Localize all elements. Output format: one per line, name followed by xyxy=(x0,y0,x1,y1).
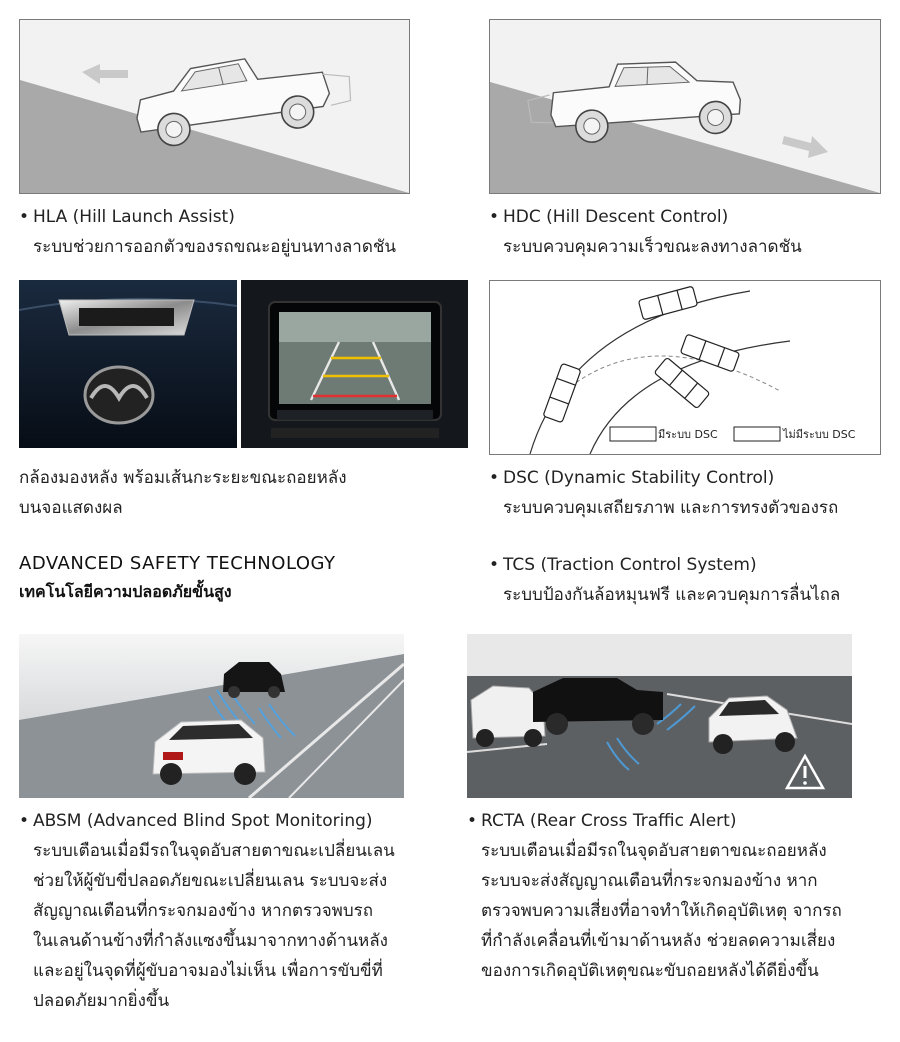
hla-illustration xyxy=(19,19,410,194)
rcta-line: ระบบเตือนเมื่อมีรถในจุดอับสายตาขณะถอยหลัง xyxy=(481,841,827,861)
dsc-caption xyxy=(489,463,838,523)
absm-line: ในเลนด้านข้างที่กำลังแซงขึ้นมาจากทางด้านหลัง xyxy=(33,931,388,951)
absm-line: และอยู่ในจุดที่ผู้ขับอาจมองไม่เห็น เพื่อการขับขี่ที่ xyxy=(33,961,383,981)
rcta-line: ของการเกิดอุบัติเหตุขณะขับถอยหลังได้ดียิ่งขึ้น xyxy=(481,961,819,981)
rcta-line: ตรวจพบความเสี่ยงที่อาจทำให้เกิดอุบัติเหตุ จากรถ xyxy=(481,901,842,921)
rcta-caption xyxy=(467,806,842,986)
mazda-logo-icon xyxy=(85,367,153,423)
rcta-photo xyxy=(467,634,852,798)
legend-without-dsc: ไม่มีระบบ DSC xyxy=(783,428,856,441)
hla-caption xyxy=(19,202,396,262)
absm-line: สัญญาณเตือนที่กระจกมองข้าง หากตรวจพบรถ xyxy=(33,901,374,921)
section-subheading: เทคโนโลยีความปลอดภัยขั้นสูง xyxy=(19,582,232,601)
tcs-title: TCS (Traction Control System) xyxy=(503,555,757,575)
rcta-line: ที่กำลังเคลื่อนที่เข้ามาด้านหลัง ช่วยลดความเสี่ยง xyxy=(481,931,836,951)
section-header xyxy=(19,550,336,606)
section-heading: ADVANCED SAFETY TECHNOLOGY xyxy=(19,553,336,574)
hdc-title: HDC (Hill Descent Control) xyxy=(503,207,729,227)
dsc-title: DSC (Dynamic Stability Control) xyxy=(503,468,775,488)
camera-caption-line-1: กล้องมองหลัง พร้อมเส้นกะระยะขณะถอยหลัง xyxy=(19,468,347,488)
rcta-line: ระบบจะส่งสัญญาณเตือนที่กระจกมองข้าง หาก xyxy=(481,871,818,891)
camera-caption-line-2: บนจอแสดงผล xyxy=(19,498,123,518)
legend-with-dsc: มีระบบ DSC xyxy=(658,428,718,441)
bullet-icon: • xyxy=(19,811,30,831)
bullet-icon: • xyxy=(489,468,500,488)
direction-arrow-icon xyxy=(782,136,828,158)
absm-caption xyxy=(19,806,395,1016)
absm-line: ช่วยให้ผู้ขับขี่ปลอดภัยขณะเปลี่ยนเลน ระบบจะส่ง xyxy=(33,871,388,891)
rear-camera-display xyxy=(241,280,468,448)
bullet-icon: • xyxy=(489,555,500,575)
direction-arrow-icon xyxy=(82,64,128,84)
hla-description: ระบบช่วยการออกตัวของรถขณะอยู่บนทางลาดชัน xyxy=(33,237,397,257)
hla-title: HLA (Hill Launch Assist) xyxy=(33,207,235,227)
hdc-illustration xyxy=(489,19,881,194)
dsc-description: ระบบควบคุมเสถียรภาพ และการทรงตัวของรถ xyxy=(503,498,839,518)
absm-photo xyxy=(19,634,404,798)
tcs-caption xyxy=(489,550,840,610)
pickup-truck-icon xyxy=(131,45,355,150)
bullet-icon: • xyxy=(489,207,500,227)
absm-line: ระบบเตือนเมื่อมีรถในจุดอับสายตาขณะเปลี่ยนเลน xyxy=(33,841,395,861)
car-topview-icon xyxy=(543,286,740,423)
rcta-title: RCTA (Rear Cross Traffic Alert) xyxy=(481,811,737,831)
hdc-description: ระบบควบคุมความเร็วขณะลงทางลาดชัน xyxy=(503,237,802,257)
bullet-icon: • xyxy=(467,811,478,831)
rear-camera-photo xyxy=(19,280,237,448)
bullet-icon: • xyxy=(19,207,30,227)
absm-line: ปลอดภัยมากยิ่งขึ้น xyxy=(33,991,170,1011)
hdc-caption xyxy=(489,202,802,262)
tcs-description: ระบบป้องกันล้อหมุนฟรี และควบคุมการลื่นไถล xyxy=(503,585,841,605)
absm-title: ABSM (Advanced Blind Spot Monitoring) xyxy=(33,811,373,831)
camera-caption xyxy=(19,463,347,523)
